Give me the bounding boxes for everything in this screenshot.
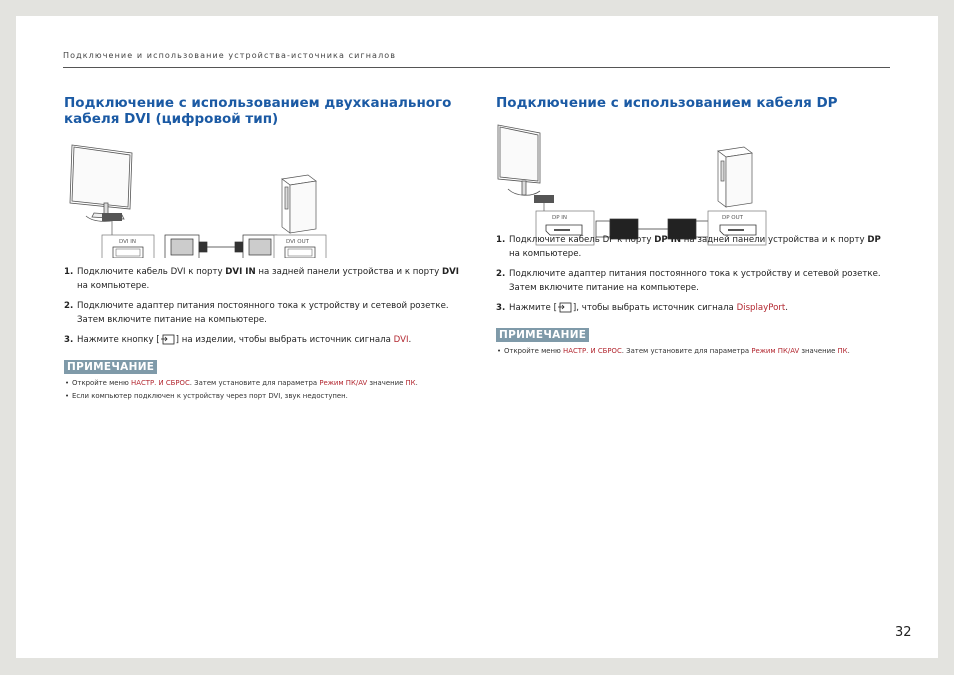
- monitor-icon: [70, 145, 132, 221]
- dvi-connection-figure: [64, 143, 462, 258]
- running-header: Подключение и использование устройства-источника сигналов: [63, 51, 397, 60]
- dp-in-label: DP IN: [552, 215, 568, 221]
- dvi-step-1: 1. Подключите кабель DVI к порту DVI IN на задней панели устройства и к порту DVI на компьютере.: [64, 267, 459, 291]
- dp-section-title: Подключение с использованием кабеля DP: [496, 95, 838, 111]
- dp-step-1: 1. Подключите кабель DP к порту DP IN на задней панели устройства и к порту DP на компьютере.: [496, 235, 881, 259]
- dp-out-label: DP OUT: [722, 215, 744, 221]
- dvi-diagram: [64, 143, 462, 258]
- dvi-in-label: DVI IN: [119, 239, 137, 245]
- manual-page: [16, 16, 938, 658]
- dp-connection-figure: [496, 123, 894, 226]
- dvi-note-2: • Если компьютер подключен к устройству через порт DVI, звук недоступен.: [64, 390, 462, 403]
- dvi-out-label: DVI OUT: [286, 239, 309, 245]
- dvi-section-title: Подключение с использованием двухканального кабеля DVI (цифровой тип): [64, 95, 452, 127]
- dvi-cable-icon: [165, 235, 277, 258]
- dvi-section: [64, 95, 462, 403]
- dp-step-3: 3. Нажмите [ ], чтобы выбрать источник сигнала DisplayPort.: [496, 303, 789, 313]
- pc-tower-icon: [718, 147, 752, 207]
- dvi-notes: [64, 377, 462, 403]
- dvi-note-1: • Откройте меню НАСТР. И СБРОС. Затем установите для параметра Режим ПК/AV значение ПК.: [64, 377, 462, 390]
- source-button-icon: [161, 334, 175, 345]
- dvi-steps: [64, 266, 462, 348]
- dp-notes: [496, 345, 894, 358]
- dp-section: [496, 95, 894, 358]
- monitor-icon: [498, 125, 540, 195]
- pc-tower-icon: [282, 175, 316, 233]
- dp-step-2: 2. Подключите адаптер питания постоянного тока к устройству и сетевой розетке. Затем включите питание на компьютере.: [496, 269, 881, 293]
- dvi-in-port-box: [102, 213, 154, 258]
- dp-note-1: • Откройте меню НАСТР. И СБРОС. Затем установите для параметра Режим ПК/AV значение ПК.: [496, 345, 894, 358]
- source-button-icon: [558, 302, 572, 313]
- dvi-step-3: 3. Нажмите кнопку [ ] на изделии, чтобы выбрать источник сигнала DVI.: [64, 335, 412, 345]
- dvi-note-label: ПРИМЕЧАНИЕ: [64, 360, 157, 374]
- dp-steps: [496, 234, 894, 316]
- dvi-step-2: 2. Подключите адаптер питания постоянного тока к устройству и сетевой розетке. Затем включите питание на компьютере.: [64, 301, 449, 325]
- header-rule: [63, 67, 890, 68]
- dvi-out-port-box: [274, 235, 326, 258]
- dp-note-label: ПРИМЕЧАНИЕ: [496, 328, 589, 342]
- page-number: 32: [895, 625, 912, 640]
